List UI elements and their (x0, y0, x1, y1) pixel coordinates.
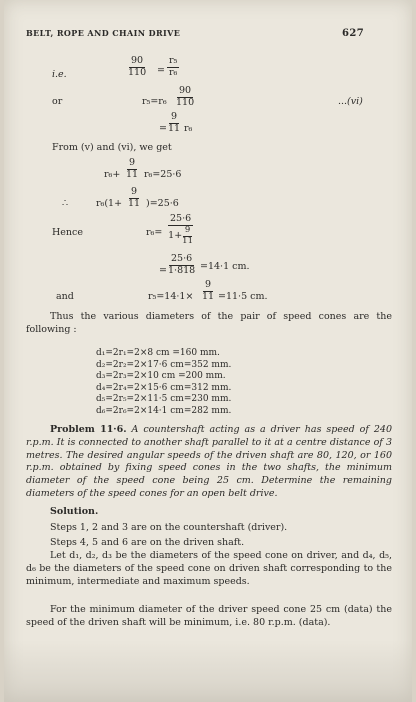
eq3-den: 11 (168, 122, 181, 134)
diameter-list (96, 348, 231, 417)
for-paragraph (26, 604, 392, 630)
eq6-den-pre: 1+ (168, 229, 183, 241)
eq8-rhs: =11·5 cm. (218, 291, 268, 302)
diameter-row: d₂=2r₂=2×17·6 cm=352 mm. (96, 359, 232, 370)
eq7-num: 25·6 (171, 253, 193, 264)
problem-paragraph (26, 424, 392, 501)
eq5-lhs: r₆(1+ (96, 198, 123, 209)
let-text: Let d₁, d₂, d₃ be the diameters of the speed cone on driver, and d₄, d₅, d₆ be the diameters of the speed cone on driven shaft corresponding to the minimum, intermediate and maximum speeds. (26, 550, 392, 587)
eq1-equals: = (157, 65, 165, 76)
page-bottom-shadow (4, 640, 412, 702)
eq7-rhs: =14·1 cm. (200, 261, 250, 272)
eq2-den: 110 (176, 96, 195, 108)
eq3-fraction (168, 112, 180, 135)
eq7-equals: = (159, 265, 167, 276)
eq6-den (168, 226, 193, 247)
eq1-prefix: i.e. (52, 69, 67, 80)
step-line: Steps 1, 2 and 3 are on the countershaft (driver). (50, 521, 288, 533)
diameter-row: d₁=2r₁=2×8 cm =160 mm. (96, 348, 220, 358)
eq4-fraction (126, 158, 138, 181)
page-number: 627 (342, 28, 365, 39)
eq3-equals: = (159, 123, 167, 134)
eq6-prefix: Hence (52, 227, 83, 238)
problem-text: A countershaft acting as a driver has speed of 240 r.p.m. It is connected to another shaft parallel to it at a centre distance of 3 metres. The desired angular speeds of the driven shaft are 80, 120, or 160 r.p.m. obtained by fixing speed cones in the two shafts, the minimum diameter of the speed cone being 25 cm. Determine the remaining diameters of the speed cones for an open belt drive. (26, 424, 392, 499)
diameter-row: d₄=2r₄=2×15·6 cm=312 mm. (96, 382, 232, 393)
thus-text: Thus the various diameters of the pair of speed cones are the following : (26, 311, 392, 335)
from-text: From (v) and (vi), we get (52, 142, 172, 153)
diameter-row: d₆=2r₆=2×14·1 cm=282 mm. (96, 405, 232, 416)
eq2-fraction (176, 86, 194, 109)
chapter-header: BELT, ROPE AND CHAIN DRIVE (26, 28, 181, 38)
let-paragraph (26, 550, 392, 588)
eq1-left-den: 110 (128, 66, 147, 78)
eq6-den-fraction (182, 226, 193, 247)
eq2-prefix: or (52, 96, 63, 107)
eq6-den-den: 11 (182, 235, 193, 246)
book-page (4, 0, 412, 702)
eq3-suffix: r₆ (184, 123, 193, 134)
eq3-num: 9 (171, 111, 178, 122)
eq8-den: 11 (202, 290, 215, 302)
eq5-fraction (128, 187, 140, 210)
solution-block (26, 506, 392, 549)
eq2-lhs: r₅=r₆ (142, 96, 167, 107)
eq7-fraction (168, 254, 195, 277)
for-text: For the minimum diameter of the driver speed cone 25 cm (data) the speed of the driven shaft will be minimum, i.e. 80 r.p.m. (data). (26, 604, 392, 628)
diameter-row: d₃=2r₃=2×10 cm =200 mm. (96, 371, 226, 381)
eq8-prefix: and (56, 291, 74, 302)
eq1-left-fraction (128, 56, 146, 79)
eq7-den: 1·818 (168, 264, 196, 276)
thus-paragraph (26, 311, 392, 337)
eq4-den: 11 (126, 168, 139, 180)
eq8-fraction (202, 280, 214, 303)
eq2-num: 90 (179, 85, 192, 96)
eq5-prefix: ∴ (62, 198, 69, 209)
eq2-tag: ...(vi) (338, 96, 363, 107)
problem-label: Problem 11·6. (50, 424, 127, 435)
step-line: Steps 4, 5 and 6 are on the driven shaft. (50, 536, 245, 548)
eq8-num: 9 (205, 279, 212, 290)
eq4-rhs: r₆=25·6 (144, 169, 182, 180)
eq6-den-num: 9 (184, 224, 191, 235)
eq4-lhs: r₆+ (104, 169, 121, 180)
eq1-right-den: r₆ (169, 66, 178, 78)
eq5-num: 9 (131, 186, 138, 197)
eq6-fraction (168, 214, 193, 246)
eq4-num: 9 (129, 157, 136, 168)
solution-label: Solution. (50, 506, 99, 517)
eq1-right-fraction (167, 56, 179, 79)
diameter-row: d₅=2r₅=2×11·5 cm=230 mm. (96, 394, 232, 404)
eq5-rhs: )=25·6 (146, 198, 179, 209)
eq1-left-num: 90 (131, 55, 144, 66)
eq8-lhs: r₅=14·1× (148, 291, 194, 302)
eq6-lhs: r₆= (146, 227, 163, 238)
eq1-right-num: r₅ (169, 55, 178, 66)
eq5-den: 11 (128, 197, 141, 209)
eq6-num: 25·6 (170, 213, 192, 224)
